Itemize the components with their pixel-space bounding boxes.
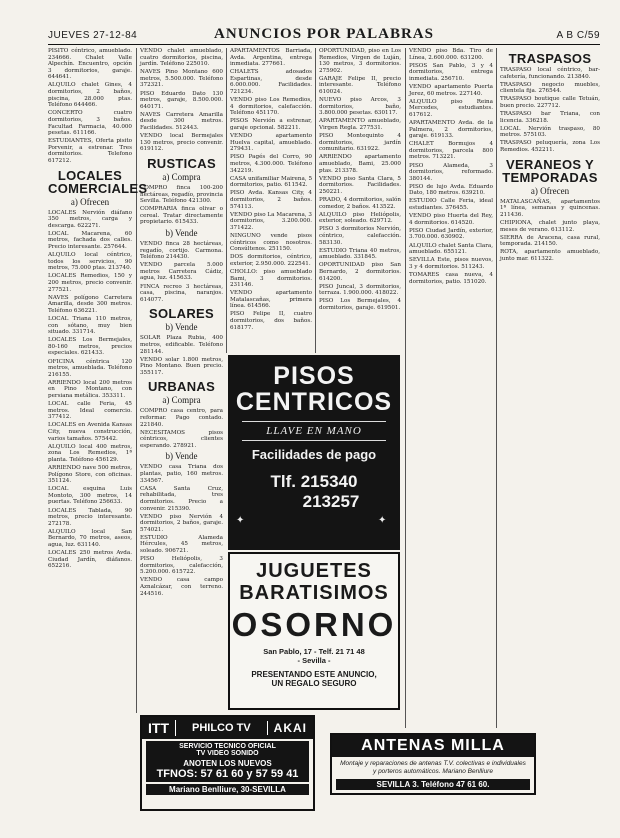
section-heading-locales: LOCALES COMERCIALES xyxy=(48,167,148,196)
classified-ad: ARRIENDO nave 500 metros, Polígono Store, con oficinas. 351124. xyxy=(48,464,132,485)
classified-ad: CASA Santa Cruz, rehabilitada, tres dormitorios. Precio a convenir. 215390. xyxy=(140,485,223,512)
section-title: ANUNCIOS POR PALABRAS xyxy=(214,26,434,42)
classified-ad: ALQUILO local céntrico, todos los servicios, 90 metros, 75.000 ptas. 213740. xyxy=(48,252,132,272)
classified-ad: ALQUILO chalet Gines, 4 dormitorios, 2 baños, piscina, 28.000 ptas. Teléfono 644466. xyxy=(48,82,132,109)
classified-ad: VENDO apartamento Huelva capital, amueblado. 279431. xyxy=(230,133,312,153)
ad-phone: Tlf. 215340 xyxy=(270,472,358,491)
subsection-heading: a) Ofrecen xyxy=(530,185,570,196)
classified-ad: PISO Eduardo Dato 130 metros, garaje, 8.500.000. 640171. xyxy=(140,90,223,110)
classified-ad: CHALET Bormujos 4 dormitorios, parcela 800 metros. 713221. xyxy=(409,141,493,161)
classified-ad: TRASPASO boutique calle Tetuán, buen precio. 227712. xyxy=(500,96,600,109)
classified-ad: GARAJE Felipe II, precio interesante. Teléfono 610024. xyxy=(319,75,401,96)
classified-ad: TRASPASO peluquería, zona Los Remedios. 452211. xyxy=(500,140,600,154)
ad-headline: PISOS xyxy=(273,362,355,390)
classified-ad: PISO Alameda, 3 dormitorios, reformado. 380144. xyxy=(409,162,493,182)
classified-ad: TRASPASO bar Triana, con licencia. 336218. xyxy=(500,111,600,124)
classified-ad: CHOLLO: piso amueblado Bami, 3 dormitorios. 231146. xyxy=(230,268,312,289)
ad-osorno xyxy=(228,552,400,710)
classified-ad: VENDO chalet amueblado, cuatro dormitorios, piscina, jardín. Teléfono 225010. xyxy=(140,48,223,68)
ad-headline: BARATISIMOS xyxy=(239,582,389,604)
classified-ad: PISITO céntrico, amueblado. 234666. Chalet Valle Alpechín. Encuentro, opción 3 dormitorios, garaje. 644641. xyxy=(48,48,132,81)
classified-ad: VENDO piso Los Remedios, 4 dormitorios, calefacción. Teléfono 451170. xyxy=(230,97,312,117)
issue-date: JUEVES 27-12-84 xyxy=(48,30,138,41)
classified-ad: VENDO finca 28 hectáreas, regadío, cortijo. Carmona. Teléfono 214430. xyxy=(140,240,223,261)
classified-ad: VENDO piso Nervión 4 dormitorios, 2 baños, garaje. 574021. xyxy=(140,513,223,533)
classified-ad: LOCALES Los Bermejales, 80-160 metros, precios especiales. 621433. xyxy=(48,337,132,357)
classified-ad: ESTUDIO Triana 40 metros, amueblado. 331845. xyxy=(319,247,401,261)
ad-address: Mariano Benlliure, 30-SEVILLA xyxy=(146,784,309,795)
classified-ad: VENDO solar 1.800 metros, Pino Montano. Buen precio. 355117. xyxy=(140,356,223,376)
classified-ad: ESTUDIANTES, Oferta pisito Porvenir, a estrenar. Tres dormitorios. Telefono 617212. xyxy=(48,138,132,164)
ad-phone: 213257 xyxy=(302,492,360,511)
classified-ad: MATALASCAÑAS, apartamentos 1ª línea, semanas y quincenas. 211436. xyxy=(500,198,600,218)
section-heading-solares: SOLARES xyxy=(149,306,214,322)
classified-ad: LOCALES Remedios, 150 y 200 metros, precio convenir. 277521. xyxy=(48,273,132,293)
classified-ad: SOLAR Plaza Rubia, 400 metros, edificable. Teléfono 281144. xyxy=(140,335,223,355)
classified-ad: PISOS San Pablo, 3 y 4 dormitorios, entrega inmediata. 256710. xyxy=(409,62,493,82)
ad-description: Montaje y reparaciones de antenas T.V. colectivas e individuales y porteros automáticos. Mariano Benlliure xyxy=(340,760,526,775)
classified-ad: LOCALES Nervión diáfano 350 metros, carga y descarga. 622271. xyxy=(48,209,132,229)
ad-pisos-centricos xyxy=(228,355,400,550)
column-divider xyxy=(405,48,406,728)
classified-ad: LOCAL calle Feria, 45 metros. Ideal comercio. 377412. xyxy=(48,401,132,421)
classified-ad: ALQUILO local 400 metros, zona Los Remedios, 1ª planta. Teléfono 456129. xyxy=(48,443,132,463)
page-number: A B C/59 xyxy=(556,30,600,41)
brand-philco: PHILCO TV xyxy=(191,722,251,734)
ad-antenas-milla xyxy=(330,733,536,795)
classified-ad: DOS dormitorios, céntrico, exterior, 2.950.000. 222541. xyxy=(230,254,312,267)
classified-ad: PISO Felipe II, cuatro dormitorios, dos baños. 618177. xyxy=(230,311,312,331)
classified-ad: OPORTUNIDAD, piso en Los Remedios, Virgen de Luján, 130 metros, 3 dormitorios. 275902. xyxy=(319,48,401,74)
ad-notice: ANOTEN LOS NUEVOS xyxy=(183,759,272,768)
classified-ad: LOCAL Triana 110 metros, con sótano, muy bien situado. 331714. xyxy=(48,316,132,336)
classified-ad: CHIPIONA, chalet junto playa, meses de verano. 613112. xyxy=(500,219,600,233)
classified-ad: NECESITAMOS pisos céntricos, clientes esperando. 278921. xyxy=(140,429,223,449)
ad-subline: Facilidades de pago xyxy=(251,447,377,462)
brand-akai: AKAI xyxy=(267,721,313,735)
classified-ad: ROTA, apartamento amueblado, junto mar. 611322. xyxy=(500,249,600,262)
ad-phones: TFNOS: 57 61 60 y 57 59 41 xyxy=(156,768,299,780)
classified-ad: CASA unifamiliar Mairena, 5 dormitorios, patio. 611542. xyxy=(230,175,312,189)
section-heading-urbanas: URBANAS xyxy=(147,379,216,395)
subsection-heading: a) Ofrecen xyxy=(70,196,110,207)
classified-ad: FINCA recreo 3 hectáreas, casa, piscina, naranjos. 614077. xyxy=(140,283,223,303)
classified-ad: CONCERTO cuatro dormitorios, 3 baños. Facultad Farmacia, 40.000 pesetas. 611166. xyxy=(48,110,132,137)
column-3 xyxy=(230,48,312,351)
classified-ad: VENDO piso Bda. Tiro de Línea, 2.600.000. 631200. xyxy=(409,48,493,61)
classified-ad: VENDO apartamento Puerta Jerez, 60 metros. 227140. xyxy=(409,83,493,97)
classified-ad: LOCALES Tablada, 90 metros, precio interesante. 272178. xyxy=(48,507,132,527)
classified-ad: OFICINA céntrica 120 metros, amueblada. Teléfono 216155. xyxy=(48,358,132,378)
classified-ad: TOMARES casa nueva, 4 dormitorios, patio. 151020. xyxy=(409,271,493,285)
ad-brand-bar xyxy=(142,717,313,739)
ad-servicio-tecnico xyxy=(140,715,315,811)
classified-ad: PISO de lujo Avda. Eduardo Dato, 180 metros. 639210. xyxy=(409,183,493,197)
subsection-heading: a) Compra xyxy=(162,171,201,182)
classified-ad: LOCAL Nervión traspaso, 80 metros. 575103. xyxy=(500,125,600,139)
classified-ad: PISO Ciudad Jardín, exterior, 3.700.000. 630902. xyxy=(409,227,493,241)
classified-ad: APARTAMENTO amueblado, Virgen Regla. 277531. xyxy=(319,118,401,132)
classified-ad: ALQUILO piso Reina Mercedes, estudiantes. 617612. xyxy=(409,98,493,118)
classified-ad: VENDO piso Huerta del Rey, 4 dormitorios. 614520. xyxy=(409,213,493,226)
classified-ad: PISO Montequinto 4 dormitorios, jardín comunitario. 631922. xyxy=(319,133,401,153)
star-icon: ✦ xyxy=(236,515,245,526)
classified-ad: VENDO apartamento Matalascañas, primera línea. 614566. xyxy=(230,290,312,310)
subsection-heading: b) Vende xyxy=(165,451,198,462)
classified-ad: LOCAL Macarena, 60 metros, fachada dos calles. Precio interesante. 257644. xyxy=(48,230,132,251)
classified-ad: VENDO casa campo Aznalcázar, con terreno. 244516. xyxy=(140,577,223,597)
ad-city: - Sevilla - xyxy=(297,656,331,665)
ad-service: TV VIDEO SONIDO xyxy=(196,750,259,757)
page-header xyxy=(48,26,600,45)
classified-ad: VENDO parcela 5.000 metros Carretera Cádiz, agua, luz. 415633. xyxy=(140,262,223,282)
classified-ad: PISO Heliópolis, 3 dormitorios, calefacción, 5.200.000. 615722. xyxy=(140,556,223,576)
classified-ad: APARTAMENTOS Barriada, Avda. Argentina, entrega inmediata. 277661. xyxy=(230,48,312,68)
ad-service: SERVICIO TECNICO OFICIAL xyxy=(179,743,276,750)
classified-ad: OPORTUNIDAD piso San Bernardo, 2 dormitorios. 614200. xyxy=(319,262,401,282)
ad-promo: PRESENTANDO ESTE ANUNCIO, xyxy=(251,670,377,679)
classified-ad: NAVES Carretera Amarilla desde 300 metros. Facilidades. 512443. xyxy=(140,111,223,132)
column-divider xyxy=(496,48,497,728)
classified-ad: ESTUDIO Calle Feria, ideal estudiantes. 376455. xyxy=(409,198,493,212)
ad-brand: OSORNO xyxy=(231,606,397,643)
column-5 xyxy=(409,48,493,728)
ad-headline: JUGUETES xyxy=(256,560,372,582)
classified-ad: COMPRO finca 100-200 hectáreas, regadío, provincia Sevilla. Teléfono 421300. xyxy=(140,184,223,205)
classified-ad: ARRIENDO local 200 metros en Pino Montano, con persiana metálica. 353311. xyxy=(48,379,132,400)
classified-ad: PISO Los Bermejales, 4 dormitorios, garaje. 619501. xyxy=(319,298,401,311)
classified-ad: ALQUILO local San Bernardo, 70 metros, aseos, agua, luz. 631140. xyxy=(48,528,132,548)
classified-ad: LOCAL esquina Luis Montoto, 300 metros, 14 puertas. Teléfono 256633. xyxy=(48,486,132,506)
classified-ad: VENDO piso La Macarena, 3 dormitorios, 3.200.000. 371422. xyxy=(230,211,312,231)
classified-ad: LOCALES en Avenida Kansas City, nueva construcción, varios tamaños. 575442. xyxy=(48,422,132,442)
section-heading-traspasos: TRASPASOS xyxy=(508,51,592,66)
classified-ad: APARTAMENTO Avda. de la Palmera, 2 dormitorios, garaje. 619133. xyxy=(409,119,493,140)
classified-ad: PISO Pagés del Corro, 90 metros, 4.300.000. Teléfono 342219. xyxy=(230,154,312,174)
classified-ad: NAVES Pino Montano 600 metros, 5.500.000. Teléfono 372321. xyxy=(140,69,223,89)
classified-ad: PRADO, 4 dormitorios, salón comedor, 2 baños. 413522. xyxy=(319,196,401,210)
classified-ad: ALQUILO piso Heliópolis, exterior, soleado. 629712. xyxy=(319,211,401,225)
classified-ad: ESTUDIO Alameda Hércules, 45 metros, soleado. 906721. xyxy=(140,534,223,555)
subsection-heading: a) Compra xyxy=(162,395,201,406)
classified-ad: ARRIENDO apartamento amueblado, Bami, 25.000 ptas. 213378. xyxy=(319,154,401,174)
classified-ad: CHALETS adosados Espartinas, desde 6.000.000. Facilidades. 721234. xyxy=(230,69,312,96)
classified-ad: VENDO piso Santa Clara, 5 dormitorios. Facilidades. 250221. xyxy=(319,175,401,195)
classified-ad: COMPRARIA finca olivar o cereal. Tratar directamente propietario. 615433. xyxy=(140,206,223,226)
section-heading-veraneos: VERANEOS Y TEMPORADAS xyxy=(502,156,598,185)
classified-ad: PISOS Nervión a estrenar, garaje opcional. 582211. xyxy=(230,118,312,132)
classified-ad: TRASPASO negocio muebles, clientela fija. 276544. xyxy=(500,81,600,95)
ad-headline: CENTRICOS xyxy=(235,388,393,416)
star-icon: ✦ xyxy=(378,515,387,526)
column-divider xyxy=(226,48,227,353)
ad-headline: ANTENAS MILLA xyxy=(332,735,534,757)
subsection-heading: b) Vende xyxy=(165,322,198,333)
classified-ad: NAVES polígono Carretera Amarilla, desde 300 metros. Teléfono 636221. xyxy=(48,294,132,314)
column-4 xyxy=(319,48,401,351)
subsection-heading: b) Vende xyxy=(165,227,198,238)
ad-service-box xyxy=(146,741,309,782)
section-heading-rusticas: RUSTICAS xyxy=(147,155,216,171)
classified-ad: LOCALES 250 metros Avda. Ciudad Jardín, diáfanos. 652216. xyxy=(48,550,132,570)
brand-itt: ITT xyxy=(142,720,176,736)
classified-ad: NINGUNO vende pisos céntricos como nosotros. Consúltenos. 251150. xyxy=(230,232,312,253)
ad-address: San Pablo, 17 - Telf. 21 71 48 xyxy=(263,647,365,656)
ad-contact: SEVILLA 3. Teléfono 47 61 60. xyxy=(336,779,530,790)
ad-tagline: LLAVE EN MANO xyxy=(242,421,386,441)
classified-ad: PISO Avda. Kansas City, 4 dormitorios, 2 baños. 574113. xyxy=(230,190,312,210)
classified-ad: COMPRO casa centro, para reformar. Pago contado. 221840. xyxy=(140,408,223,428)
classified-ad: SEVILLA Este, pisos nuevos, 3 y 4 dormitorios. 511243. xyxy=(409,257,493,270)
column-6 xyxy=(500,48,600,728)
classified-ad: VENDO casa Triana dos plantas, patio, 160 metros. 334567. xyxy=(140,464,223,484)
classified-ad: TRASPASO local céntrico, bar-cafetería, funcionando. 213840. xyxy=(500,67,600,80)
column-2 xyxy=(140,48,223,713)
classified-ad: VENDO local Bermejales 130 metros, precio convenir. 619112. xyxy=(140,133,223,153)
classified-ad: SIERRA de Aracena, casa rural, temporada. 214150. xyxy=(500,234,600,248)
classified-ad: PISO Juncal, 3 dormitorios, terraza. 1.900.000. 418022. xyxy=(319,283,401,297)
classified-ad: PISO 3 dormitorios Nervión, céntrico, calefacción. 583130. xyxy=(319,226,401,246)
classified-ad: NUEVO piso Arcos, 3 dormitorios, baño, 3.800.000 pesetas. 630117. xyxy=(319,97,401,117)
column-divider xyxy=(136,48,137,713)
classified-ad: ALQUILO chalet Santa Clara, amueblado. 655121. xyxy=(409,242,493,256)
column-divider xyxy=(315,48,316,353)
column-1 xyxy=(48,48,148,713)
ad-promo: UN REGALO SEGURO xyxy=(271,679,357,688)
